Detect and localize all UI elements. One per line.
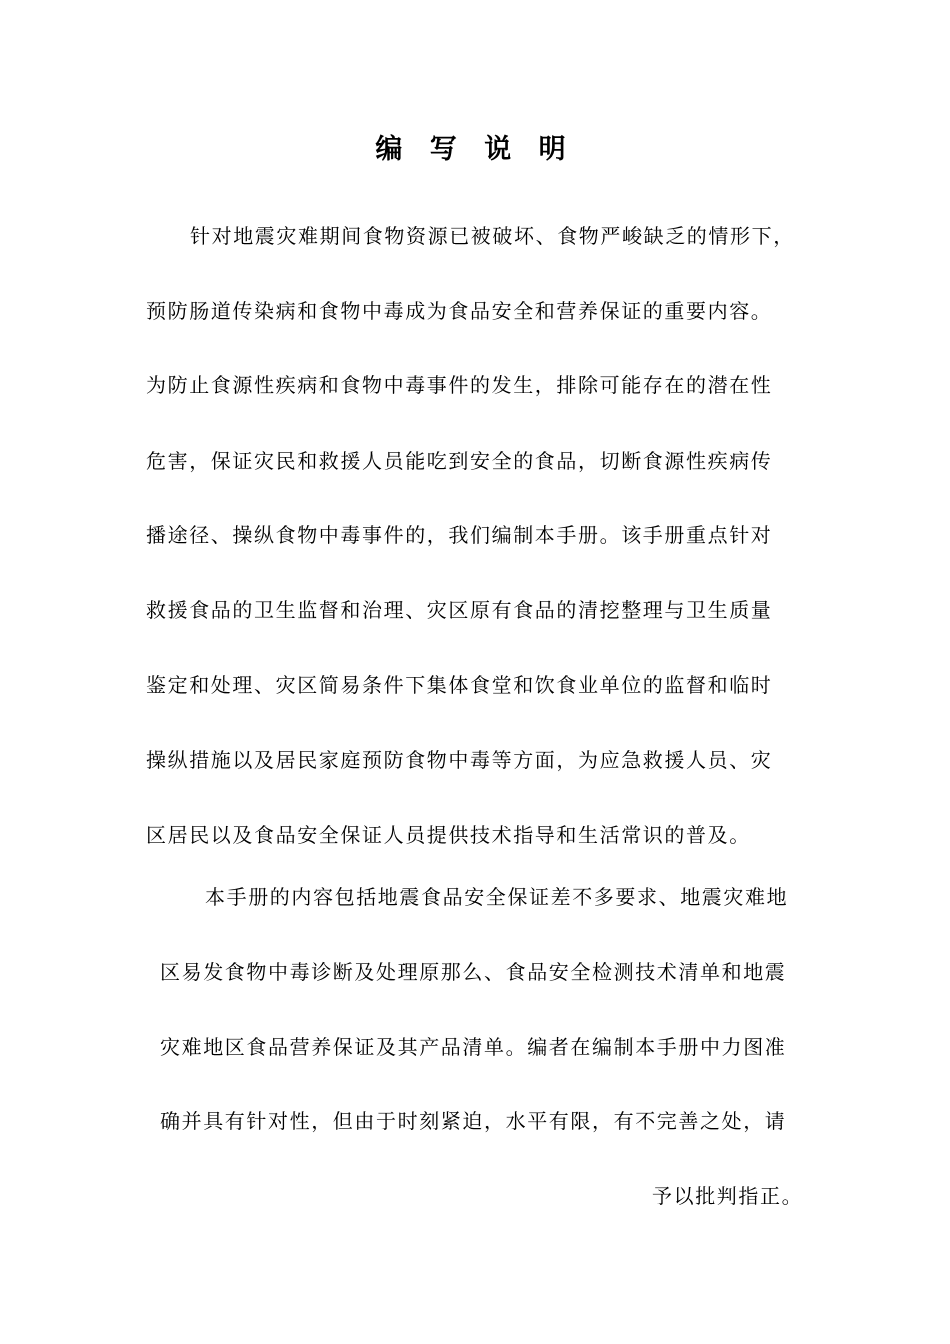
document-title: 编 写 说 明 — [375, 134, 575, 165]
paragraph-2-line-1: 本手册的内容包括地震食品安全保证差不多要求、地震灾难地 — [205, 885, 789, 909]
paragraph-1-line-6: 救援食品的卫生监督和治理、灾区原有食品的清挖整理与卫生质量 — [146, 598, 773, 622]
paragraph-2-line-3: 灾难地区食品营养保证及其产品清单。编者在编制本手册中力图准 — [160, 1035, 787, 1059]
paragraph-1-line-3: 为防止食源性疾病和食物中毒事件的发生，排除可能存在的潜在性 — [146, 373, 773, 397]
paragraph-1-line-8: 操纵措施以及居民家庭预防食物中毒等方面，为应急救援人员、灾 — [146, 748, 773, 772]
paragraph-1-line-4: 危害，保证灾民和救援人员能吃到安全的食品，切断食源性疾病传 — [146, 449, 773, 473]
paragraph-2-line-2: 区易发食物中毒诊断及处理原那么、食品安全检测技术清单和地震 — [160, 960, 787, 984]
paragraph-2-line-4: 确并具有针对性，但由于时刻紧迫，水平有限，有不完善之处，请 — [160, 1109, 787, 1133]
paragraph-1-line-1: 针对地震灾难期间食物资源已被破坏、食物严峻缺乏的情形下， — [190, 224, 795, 248]
paragraph-1-line-2: 预防肠道传染病和食物中毒成为食品安全和营养保证的重要内容。 — [146, 299, 773, 323]
paragraph-1-line-7: 鉴定和处理、灾区简易条件下集体食堂和饮食业单位的监督和临时 — [146, 673, 773, 697]
paragraph-2-line-5: 予以批判指正。 — [652, 1184, 804, 1208]
paragraph-1-line-9: 区居民以及食品安全保证人员提供技术指导和生活常识的普及。 — [146, 823, 751, 847]
paragraph-1-line-5: 播途径、操纵食物中毒事件的，我们编制本手册。该手册重点针对 — [146, 523, 773, 547]
